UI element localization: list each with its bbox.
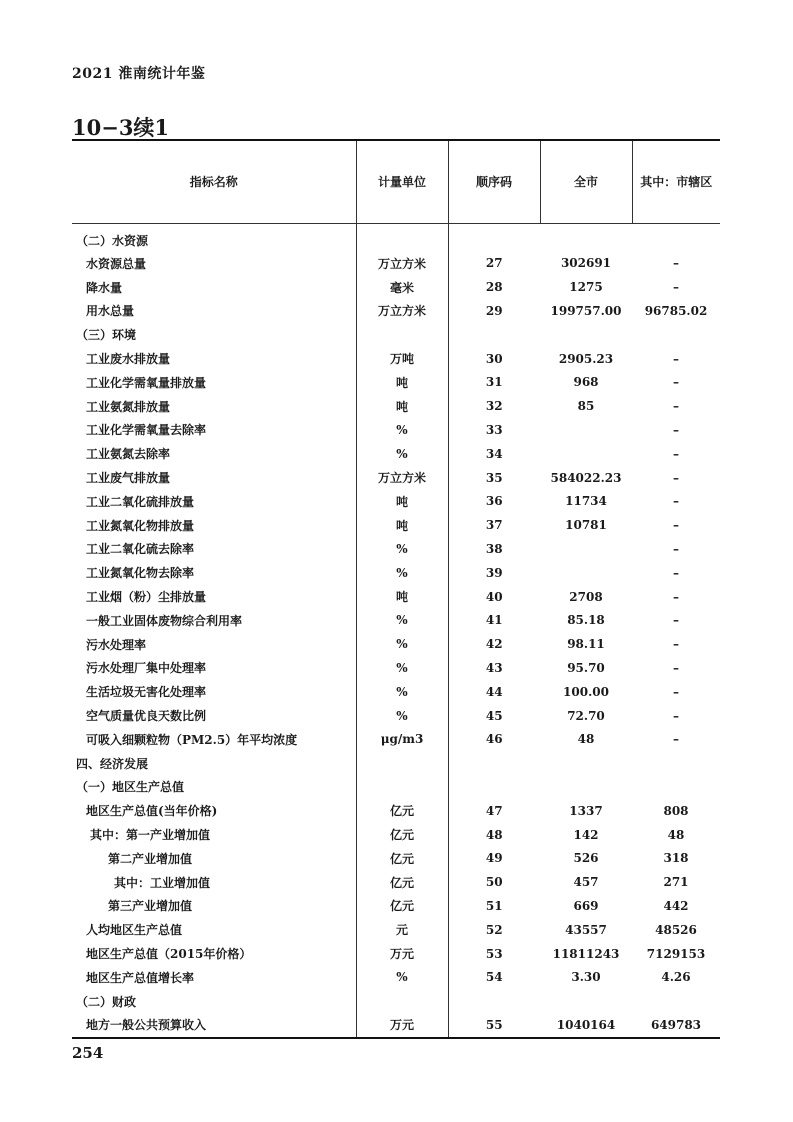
indicator-name-cell: 人均地区生产总值 <box>72 918 356 942</box>
whole-city-value-cell: 302691 <box>560 256 612 271</box>
whole-city-value-cell: 72.70 <box>567 708 605 723</box>
sequence-code-cell: 45 <box>485 708 503 723</box>
city-district-value-cell: 4.26 <box>661 970 691 985</box>
table-row <box>72 632 720 656</box>
indicator-name-cell: 其中：第一产业增加值 <box>72 823 356 847</box>
indicator-name-cell: 工业氨氮去除率 <box>72 442 356 466</box>
unit-cell: % <box>356 656 448 680</box>
whole-city-value-cell: 526 <box>573 851 599 866</box>
unit-cell: 亿元 <box>356 894 448 918</box>
indicator-name-cell: 地区生产总值（2015年价格） <box>72 942 356 966</box>
city-district-value-cell: – <box>673 422 679 437</box>
table-row <box>72 347 720 371</box>
sequence-code-cell: 32 <box>485 399 503 414</box>
sequence-code-cell: 30 <box>485 351 503 366</box>
table-row <box>72 656 720 680</box>
section-heading-row <box>72 223 720 252</box>
city-district-value-cell: – <box>673 732 679 747</box>
table-row <box>72 965 720 989</box>
unit-cell: 万吨 <box>356 347 448 371</box>
indicator-name-cell: 工业废气排放量 <box>72 466 356 490</box>
sequence-code-cell: 42 <box>485 637 503 652</box>
whole-city-value-cell: 584022.23 <box>550 470 622 485</box>
sequence-code-cell: 47 <box>485 803 503 818</box>
unit-cell: μg/m3 <box>356 727 448 751</box>
unit-cell <box>356 989 448 1013</box>
indicator-name-cell: 降水量 <box>72 275 356 299</box>
table-body <box>72 223 720 1038</box>
indicator-name-cell: 工业化学需氧量去除率 <box>72 418 356 442</box>
indicator-name-cell: 工业氨氮排放量 <box>72 394 356 418</box>
table-row <box>72 894 720 918</box>
table-row <box>72 442 720 466</box>
city-district-value-cell: – <box>673 446 679 461</box>
unit-cell <box>356 223 448 252</box>
unit-cell: % <box>356 608 448 632</box>
city-district-value-cell: – <box>673 684 679 699</box>
indicator-name-cell: 水资源总量 <box>72 252 356 276</box>
indicator-name-cell: 工业化学需氧量排放量 <box>72 370 356 394</box>
table-row <box>72 370 720 394</box>
unit-cell: 吨 <box>356 513 448 537</box>
whole-city-value-cell: 3.30 <box>571 970 601 985</box>
city-district-value-cell: 318 <box>663 851 689 866</box>
city-district-value-cell <box>632 989 720 1013</box>
header-row <box>72 140 720 223</box>
city-district-value-cell: 808 <box>663 803 689 818</box>
whole-city-value-cell <box>540 561 632 585</box>
unit-cell: 万立方米 <box>356 252 448 276</box>
indicator-name-cell: （一）地区生产总值 <box>72 775 356 799</box>
unit-cell: 亿元 <box>356 823 448 847</box>
header-unit: 计量单位 <box>356 140 448 223</box>
whole-city-value-cell: 85.18 <box>567 613 605 628</box>
table-row <box>72 585 720 609</box>
unit-cell: % <box>356 418 448 442</box>
unit-cell: % <box>356 704 448 728</box>
sequence-code-cell: 54 <box>485 970 503 985</box>
indicator-name-cell: 工业氮氧化物去除率 <box>72 561 356 585</box>
indicator-name-cell: 用水总量 <box>72 299 356 323</box>
indicator-name-cell: 地区生产总值增长率 <box>72 965 356 989</box>
table-row <box>72 561 720 585</box>
city-district-value-cell: – <box>673 256 679 271</box>
sequence-code-cell: 46 <box>485 732 503 747</box>
unit-cell: % <box>356 442 448 466</box>
section-heading-row <box>72 323 720 347</box>
table-row <box>72 537 720 561</box>
whole-city-value-cell: 100.00 <box>563 684 609 699</box>
indicator-name-cell: 生活垃圾无害化处理率 <box>72 680 356 704</box>
unit-cell: % <box>356 632 448 656</box>
sequence-code-cell <box>448 989 540 1013</box>
whole-city-value-cell <box>540 418 632 442</box>
whole-city-value-cell: 11811243 <box>552 946 620 961</box>
city-district-value-cell: – <box>673 351 679 366</box>
table-row <box>72 299 720 323</box>
whole-city-value-cell: 11734 <box>565 494 607 509</box>
table-row <box>72 680 720 704</box>
unit-cell: % <box>356 680 448 704</box>
section-heading-row <box>72 751 720 775</box>
city-district-value-cell <box>632 775 720 799</box>
unit-cell: 亿元 <box>356 799 448 823</box>
city-district-value-cell: – <box>673 565 679 580</box>
sequence-code-cell: 29 <box>485 303 503 318</box>
city-district-value-cell: – <box>673 375 679 390</box>
whole-city-value-cell: 43557 <box>565 922 607 937</box>
sequence-code-cell: 48 <box>485 827 503 842</box>
unit-cell <box>356 323 448 347</box>
sequence-code-cell: 38 <box>485 541 503 556</box>
unit-cell: 万立方米 <box>356 299 448 323</box>
table-row <box>72 823 720 847</box>
indicator-name-cell: 地区生产总值(当年价格) <box>72 799 356 823</box>
table-row <box>72 799 720 823</box>
sequence-code-cell: 39 <box>485 565 503 580</box>
running-head: 2021 淮南统计年鉴 <box>72 66 206 82</box>
city-district-value-cell: – <box>673 280 679 295</box>
whole-city-value-cell: 10781 <box>565 518 607 533</box>
whole-city-value-cell <box>540 323 632 347</box>
whole-city-value-cell: 85 <box>577 399 595 414</box>
whole-city-value-cell <box>540 537 632 561</box>
unit-cell: 万元 <box>356 1013 448 1038</box>
section-heading-row <box>72 989 720 1013</box>
whole-city-value-cell <box>540 442 632 466</box>
header-indicator-name: 指标名称 <box>72 140 356 223</box>
table-row <box>72 252 720 276</box>
whole-city-value-cell: 142 <box>573 827 599 842</box>
header-whole-city: 全市 <box>540 140 632 223</box>
whole-city-value-cell: 48 <box>577 732 595 747</box>
section-heading-row <box>72 775 720 799</box>
page-number: 254 <box>72 1044 104 1062</box>
unit-cell: 吨 <box>356 489 448 513</box>
indicator-name-cell: 四、经济发展 <box>72 751 356 775</box>
table-row <box>72 704 720 728</box>
indicator-name-cell: 工业二氧化硫排放量 <box>72 489 356 513</box>
city-district-value-cell: 271 <box>663 875 689 890</box>
whole-city-value-cell: 95.70 <box>567 660 605 675</box>
sequence-code-cell: 31 <box>485 375 503 390</box>
city-district-value-cell: – <box>673 470 679 485</box>
sequence-code-cell: 28 <box>485 280 503 295</box>
table-header <box>72 140 720 223</box>
table-row <box>72 608 720 632</box>
sequence-code-cell: 44 <box>485 684 503 699</box>
city-district-value-cell: – <box>673 399 679 414</box>
table-row <box>72 727 720 751</box>
indicator-name-cell: 污水处理厂集中处理率 <box>72 656 356 680</box>
indicator-name-cell: （三）环境 <box>72 323 356 347</box>
whole-city-value-cell: 1275 <box>569 280 603 295</box>
unit-cell: 万立方米 <box>356 466 448 490</box>
indicator-name-cell: 工业氮氧化物排放量 <box>72 513 356 537</box>
city-district-value-cell: – <box>673 494 679 509</box>
unit-cell <box>356 775 448 799</box>
table-title: 10−3续1 <box>72 115 170 140</box>
city-district-value-cell: 96785.02 <box>644 303 708 318</box>
indicator-name-cell: 工业烟（粉）尘排放量 <box>72 585 356 609</box>
indicator-name-cell: 其中：工业增加值 <box>72 870 356 894</box>
table-row <box>72 418 720 442</box>
table-row <box>72 513 720 537</box>
sequence-code-cell: 40 <box>485 589 503 604</box>
table-row <box>72 918 720 942</box>
indicator-name-cell: 第二产业增加值 <box>72 846 356 870</box>
indicator-name-cell: （二）水资源 <box>72 223 356 252</box>
sequence-code-cell: 36 <box>485 494 503 509</box>
sequence-code-cell: 34 <box>485 446 503 461</box>
table-row <box>72 275 720 299</box>
city-district-value-cell: – <box>673 613 679 628</box>
statistics-table-container <box>72 139 720 1039</box>
sequence-code-cell: 50 <box>485 875 503 890</box>
sequence-code-cell <box>448 223 540 252</box>
indicator-name-cell: 空气质量优良天数比例 <box>72 704 356 728</box>
whole-city-value-cell: 669 <box>573 898 599 913</box>
unit-cell: 吨 <box>356 394 448 418</box>
city-district-value-cell: – <box>673 518 679 533</box>
table-row <box>72 1013 720 1038</box>
city-district-value-cell: 48 <box>667 827 685 842</box>
indicator-name-cell: 工业废水排放量 <box>72 347 356 371</box>
unit-cell: 吨 <box>356 585 448 609</box>
city-district-value-cell <box>632 323 720 347</box>
sequence-code-cell: 37 <box>485 518 503 533</box>
unit-cell: 亿元 <box>356 846 448 870</box>
whole-city-value-cell: 1040164 <box>540 1013 632 1038</box>
unit-cell: 元 <box>356 918 448 942</box>
whole-city-value-cell: 968 <box>573 375 599 390</box>
header-city-district: 其中：市辖区 <box>632 140 720 223</box>
table-row <box>72 846 720 870</box>
whole-city-value-cell: 2905.23 <box>558 351 614 366</box>
whole-city-value-cell: 457 <box>573 875 599 890</box>
city-district-value-cell: 442 <box>663 898 689 913</box>
whole-city-value-cell <box>540 775 632 799</box>
unit-cell: % <box>356 965 448 989</box>
city-district-value-cell: – <box>673 637 679 652</box>
city-district-value-cell <box>632 223 720 252</box>
city-district-value-cell: – <box>673 541 679 556</box>
sequence-code-cell: 49 <box>485 851 503 866</box>
unit-cell: 吨 <box>356 370 448 394</box>
city-district-value-cell <box>632 751 720 775</box>
unit-cell: 万元 <box>356 942 448 966</box>
table-row <box>72 466 720 490</box>
sequence-code-cell: 43 <box>485 660 503 675</box>
indicator-name-cell: （二）财政 <box>72 989 356 1013</box>
indicator-name-cell: 污水处理率 <box>72 632 356 656</box>
indicator-name-cell: 第三产业增加值 <box>72 894 356 918</box>
city-district-value-cell: – <box>673 589 679 604</box>
indicator-name-cell: 可吸入细颗粒物（PM2.5）年平均浓度 <box>72 727 356 751</box>
indicator-name-cell: 工业二氧化硫去除率 <box>72 537 356 561</box>
whole-city-value-cell: 1337 <box>569 803 603 818</box>
sequence-code-cell: 33 <box>485 422 503 437</box>
sequence-code-cell <box>448 323 540 347</box>
sequence-code-cell: 52 <box>485 922 503 937</box>
city-district-value-cell: – <box>673 708 679 723</box>
header-sequence-code: 顺序码 <box>448 140 540 223</box>
indicator-name-cell: 地方一般公共预算收入 <box>72 1013 356 1038</box>
whole-city-value-cell: 98.11 <box>567 637 605 652</box>
indicator-name-cell: 一般工业固体废物综合利用率 <box>72 608 356 632</box>
unit-cell: 毫米 <box>356 275 448 299</box>
sequence-code-cell: 55 <box>448 1013 540 1038</box>
city-district-value-cell: 649783 <box>632 1013 720 1038</box>
sequence-code-cell: 51 <box>485 898 503 913</box>
whole-city-value-cell <box>540 989 632 1013</box>
statistics-table <box>72 139 720 1039</box>
table-row <box>72 870 720 894</box>
unit-cell: % <box>356 537 448 561</box>
unit-cell <box>356 751 448 775</box>
unit-cell: % <box>356 561 448 585</box>
city-district-value-cell: 48526 <box>655 922 697 937</box>
city-district-value-cell: 7129153 <box>646 946 706 961</box>
sequence-code-cell <box>448 775 540 799</box>
table-row <box>72 489 720 513</box>
sequence-code-cell: 35 <box>485 470 503 485</box>
whole-city-value-cell: 199757.00 <box>550 303 622 318</box>
whole-city-value-cell: 2708 <box>569 589 603 604</box>
whole-city-value-cell <box>540 223 632 252</box>
city-district-value-cell: – <box>673 660 679 675</box>
whole-city-value-cell <box>540 751 632 775</box>
sequence-code-cell: 41 <box>485 613 503 628</box>
table-row <box>72 394 720 418</box>
sequence-code-cell: 53 <box>485 946 503 961</box>
table-row <box>72 942 720 966</box>
sequence-code-cell <box>448 751 540 775</box>
sequence-code-cell: 27 <box>485 256 503 271</box>
unit-cell: 亿元 <box>356 870 448 894</box>
